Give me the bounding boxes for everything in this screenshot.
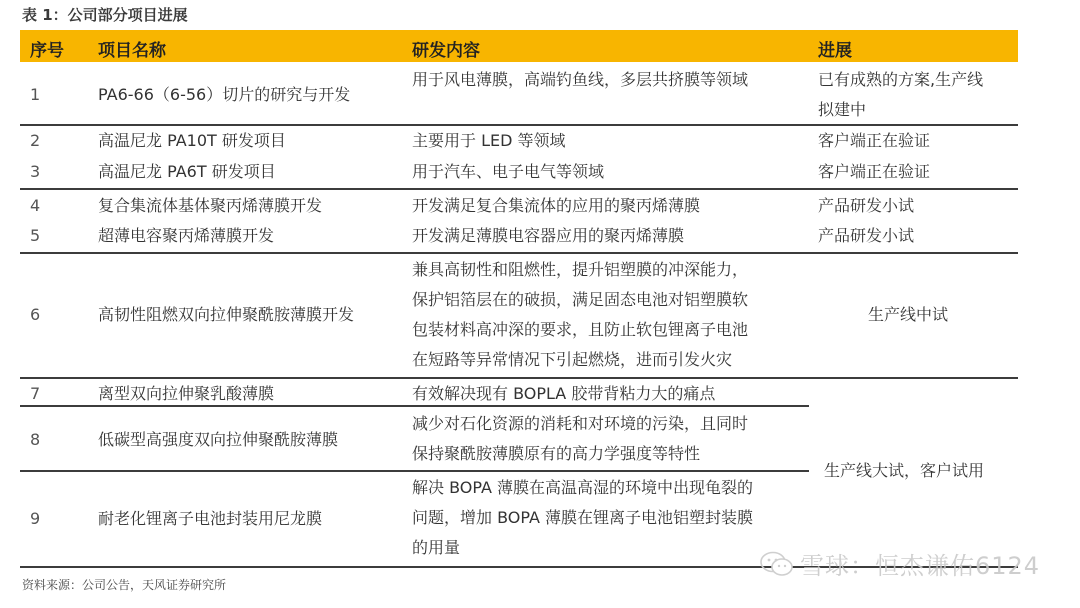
table-title: 表 1：公司部分项目进展 [22, 6, 188, 24]
merged-progress-cell: 生产线大试，客户试用 [824, 461, 985, 480]
row-divider [20, 470, 809, 472]
row-divider [20, 188, 1018, 190]
row-divider [20, 252, 1018, 254]
header-content: 研发内容 [412, 41, 480, 61]
header-no: 序号 [30, 41, 64, 61]
row-divider [20, 377, 1018, 379]
row-divider [20, 405, 809, 407]
wechat-icon [760, 551, 794, 577]
source-note: 资料来源：公司公告，天风证券研究所 [22, 578, 227, 592]
header-progress: 进展 [818, 41, 852, 61]
table-header [20, 30, 1018, 62]
row-divider [20, 124, 1018, 126]
header-name: 项目名称 [98, 41, 166, 61]
watermark-text: 雪球：恒杰谦佑6124 [800, 552, 1041, 580]
